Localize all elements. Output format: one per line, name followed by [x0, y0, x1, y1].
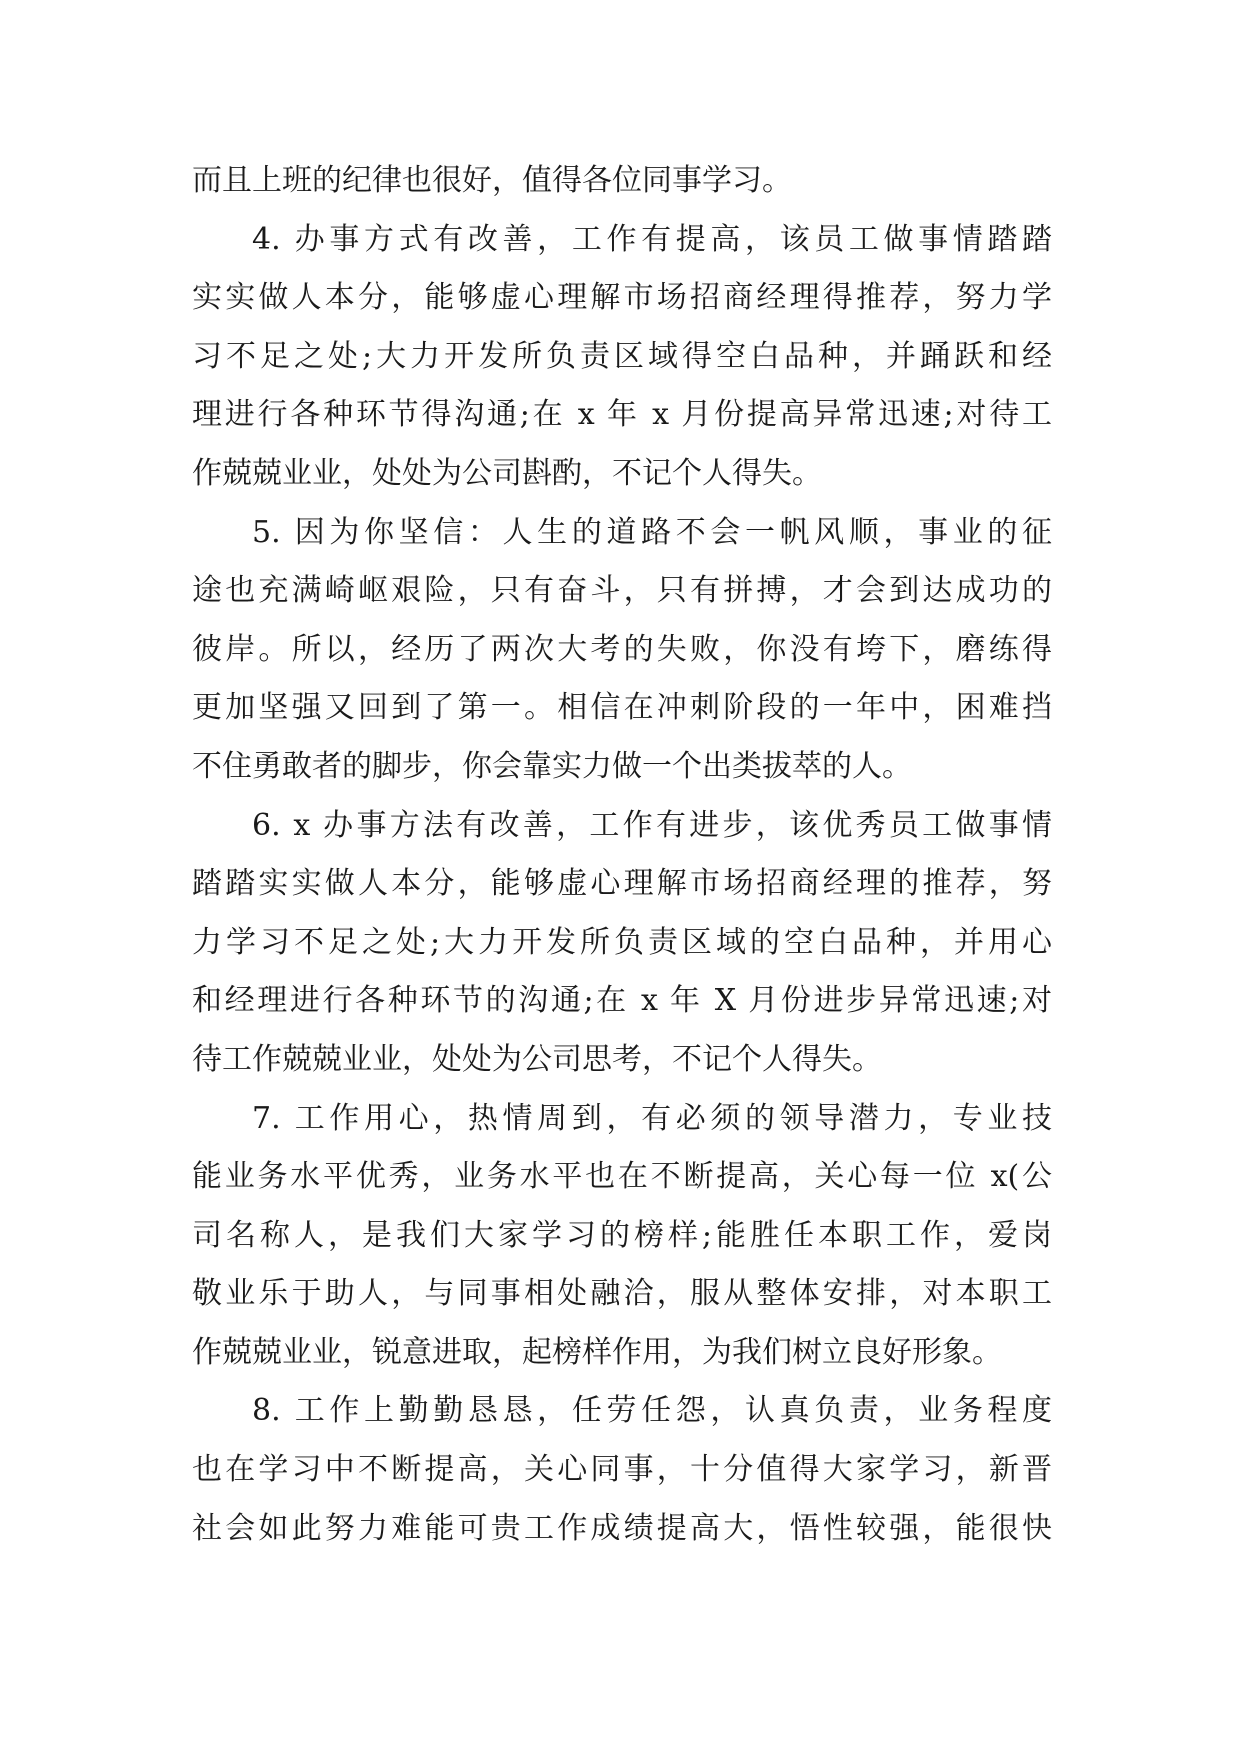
text-line: 和经理进行各种环节的沟通;在 x 年 X 月份进步异常迅速;对	[192, 983, 1052, 1019]
text-line: 作兢兢业业，锐意进取，起榜样作用，为我们树立良好形象。	[192, 1334, 1002, 1370]
text-line: 途也充满崎岖艰险，只有奋斗，只有拼搏，才会到达成功的	[192, 573, 1052, 609]
text-line: 7. 工作用心，热情周到，有必须的领导潜力，专业技	[252, 1100, 1052, 1136]
text-line: 不住勇敢者的脚步，你会靠实力做一个出类拔萃的人。	[192, 748, 912, 784]
text-line: 4. 办事方式有改善，工作有提高，该员工做事情踏踏	[252, 221, 1052, 257]
text-line: 能业务水平优秀，业务水平也在不断提高，关心每一位 x(公	[192, 1159, 1052, 1195]
text-line: 8. 工作上勤勤恳恳，任劳任怨，认真负责，业务程度	[252, 1393, 1052, 1429]
paragraph-item-4	[192, 211, 1052, 504]
text-line: 更加坚强又回到了第一。相信在冲刺阶段的一年中，困难挡	[192, 690, 1052, 726]
text-line: 待工作兢兢业业，处处为公司思考，不记个人得失。	[192, 1041, 882, 1077]
text-line: 力学习不足之处;大力开发所负责区域的空白品种，并用心	[192, 924, 1052, 960]
text-line: 社会如此努力难能可贵工作成绩提高大，悟性较强，能很快	[192, 1510, 1052, 1546]
text-line: 6. x 办事方法有改善，工作有进步，该优秀员工做事情	[252, 807, 1052, 843]
paragraph-item-6	[192, 797, 1052, 1090]
text-line: 理进行各种环节得沟通;在 x 年 x 月份提高异常迅速;对待工	[192, 397, 1052, 433]
text-line: 5. 因为你坚信：人生的道路不会一帆风顺，事业的征	[252, 514, 1052, 550]
text-line: 敬业乐于助人，与同事相处融洽，服从整体安排，对本职工	[192, 1276, 1052, 1312]
text-line: 而且上班的纪律也很好，值得各位同事学习。	[192, 163, 792, 198]
text-line: 习不足之处;大力开发所负责区域得空白品种，并踊跃和经	[192, 338, 1052, 374]
text-line: 踏踏实实做人本分，能够虚心理解市场招商经理的推荐，努	[192, 866, 1052, 902]
text-line: 也在学习中不断提高，关心同事，十分值得大家学习，新晋	[192, 1452, 1052, 1488]
paragraph-item-5	[192, 504, 1052, 797]
text-line: 实实做人本分，能够虚心理解市场招商经理得推荐，努力学	[192, 280, 1052, 316]
document-body	[192, 152, 1052, 1558]
text-line: 作兢兢业业，处处为公司斟酌，不记个人得失。	[192, 455, 822, 491]
text-line: 司名称人，是我们大家学习的榜样;能胜任本职工作，爱岗	[192, 1217, 1052, 1253]
paragraph-item-7	[192, 1090, 1052, 1383]
paragraph-continuation	[192, 152, 1052, 211]
paragraph-item-8	[192, 1382, 1052, 1558]
text-line: 彼岸。所以，经历了两次大考的失败，你没有垮下，磨练得	[192, 631, 1052, 667]
